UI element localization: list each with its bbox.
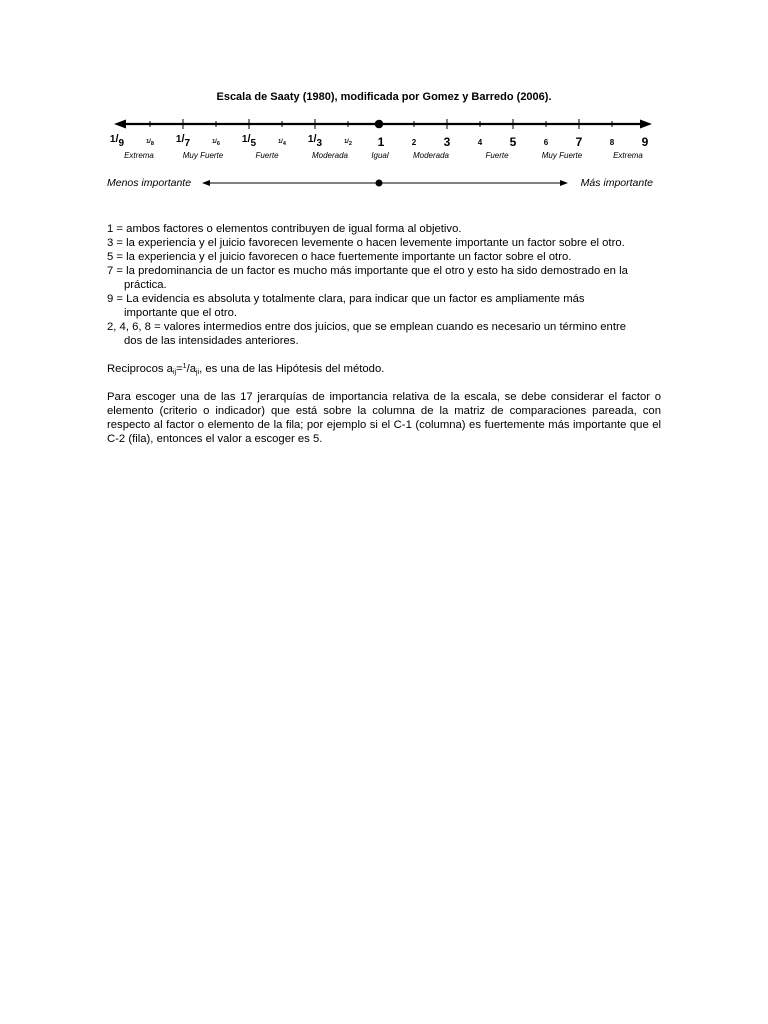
scale-intensity-label: Moderada — [311, 151, 349, 160]
scale-tick-label: 8 — [609, 138, 615, 147]
scale-arrow-right-icon — [640, 120, 652, 129]
importance-center-dot — [376, 180, 383, 187]
scale-intensity-label: Extrema — [124, 151, 154, 160]
scale-tick-label: 4 — [477, 138, 483, 147]
scale-tick-label: 1/2 — [344, 138, 352, 147]
definition-item: 7 = la predominancia de un factor es mucho más importante que el otro y esto ha sido demostrado en la — [107, 265, 628, 277]
scale-intensity-label: Fuerte — [255, 151, 279, 160]
reciprocal-slash: /a — [186, 363, 196, 375]
scale-intensity-label: Fuerte — [485, 151, 509, 160]
definition-item-continuation: importante que el otro. — [124, 307, 238, 319]
definition-item-continuation: práctica. — [124, 279, 167, 291]
definition-item: 3 = la experiencia y el juicio favorecen levemente o hacen levemente importante un factor sobre el otro. — [107, 237, 625, 249]
definition-item: 1 = ambos factores o elementos contribuyen de igual forma al objetivo. — [107, 223, 462, 235]
scale-tick-label: 1 — [377, 135, 385, 149]
scale-title: Escala de Saaty (1980), modificada por Gomez y Barredo (2006). — [216, 91, 552, 103]
scale-tick-label: 1/4 — [278, 138, 286, 147]
saaty-scale-diagram — [0, 112, 768, 197]
definition-item-continuation: dos de las intensidades anteriores. — [124, 335, 299, 347]
scale-center-dot — [375, 120, 384, 129]
reciprocal-sub-ji: ji — [196, 369, 200, 376]
scale-intensity-label: Igual — [371, 151, 389, 160]
scale-tick-label: 1/6 — [212, 138, 220, 147]
scale-tick-label: $^1/_5$ — [241, 133, 257, 149]
less-important-label: Menos importante — [107, 177, 192, 189]
reciprocal-eq: = — [176, 363, 183, 375]
scale-arrow-left-icon — [114, 120, 126, 129]
scale-tick-label: 9 — [641, 135, 649, 149]
scale-tick-label: 1/8 — [146, 138, 154, 147]
reciprocal-suffix: , es una de las Hipótesis del método. — [199, 363, 385, 375]
scale-intensity-label: Moderada — [412, 151, 450, 160]
explanation-paragraph: Para escoger una de las 17 jerarquías de importancia relativa de la escala, se debe considerar el factor o elemento (criterio o indicador) que está sobre la columna de la matriz de comparaciones pareada, con respecto al factor o elemento de la fila; por ejemplo si el C-1 (columna) es fuertemente más importante que el C-2 (fila), entonces el valor a escoger es 5. — [107, 391, 661, 445]
definitions-list — [107, 222, 663, 348]
importance-arrow-right-icon — [560, 180, 568, 186]
scale-intensity-label: Muy Fuerte — [182, 151, 224, 160]
scale-tick-label: 2 — [411, 138, 417, 147]
reciprocal-line — [107, 362, 663, 376]
definition-item: 5 = la experiencia y el juicio favorecen o hace fuertemente importante un factor sobre el otro. — [107, 251, 572, 263]
reciprocal-sub-ij: ij — [172, 369, 177, 376]
more-important-label: Más importante — [580, 177, 653, 189]
scale-tick-label: $^1/_7$ — [175, 133, 191, 149]
scale-tick-label: $^1/_9$ — [109, 133, 125, 149]
scale-intensity-label: Extrema — [613, 151, 643, 160]
scale-intensity-label: Muy Fuerte — [541, 151, 583, 160]
importance-arrow-left-icon — [202, 180, 210, 186]
definition-item: 2, 4, 6, 8 = valores intermedios entre dos juicios, que se emplean cuando es necesario un término entre — [107, 321, 627, 333]
scale-tick-label: $^1/_3$ — [307, 133, 323, 149]
scale-tick-label: 3 — [443, 135, 451, 149]
reciprocal-prefix: Reciprocos a — [107, 363, 173, 375]
scale-tick-label: 5 — [509, 135, 517, 149]
reciprocal-sup: 1 — [182, 363, 187, 370]
scale-tick-label: 7 — [575, 135, 583, 149]
scale-tick-label: 6 — [543, 138, 549, 147]
definition-item: 9 = La evidencia es absoluta y totalmente clara, para indicar que un factor es ampliamente más — [107, 293, 585, 305]
